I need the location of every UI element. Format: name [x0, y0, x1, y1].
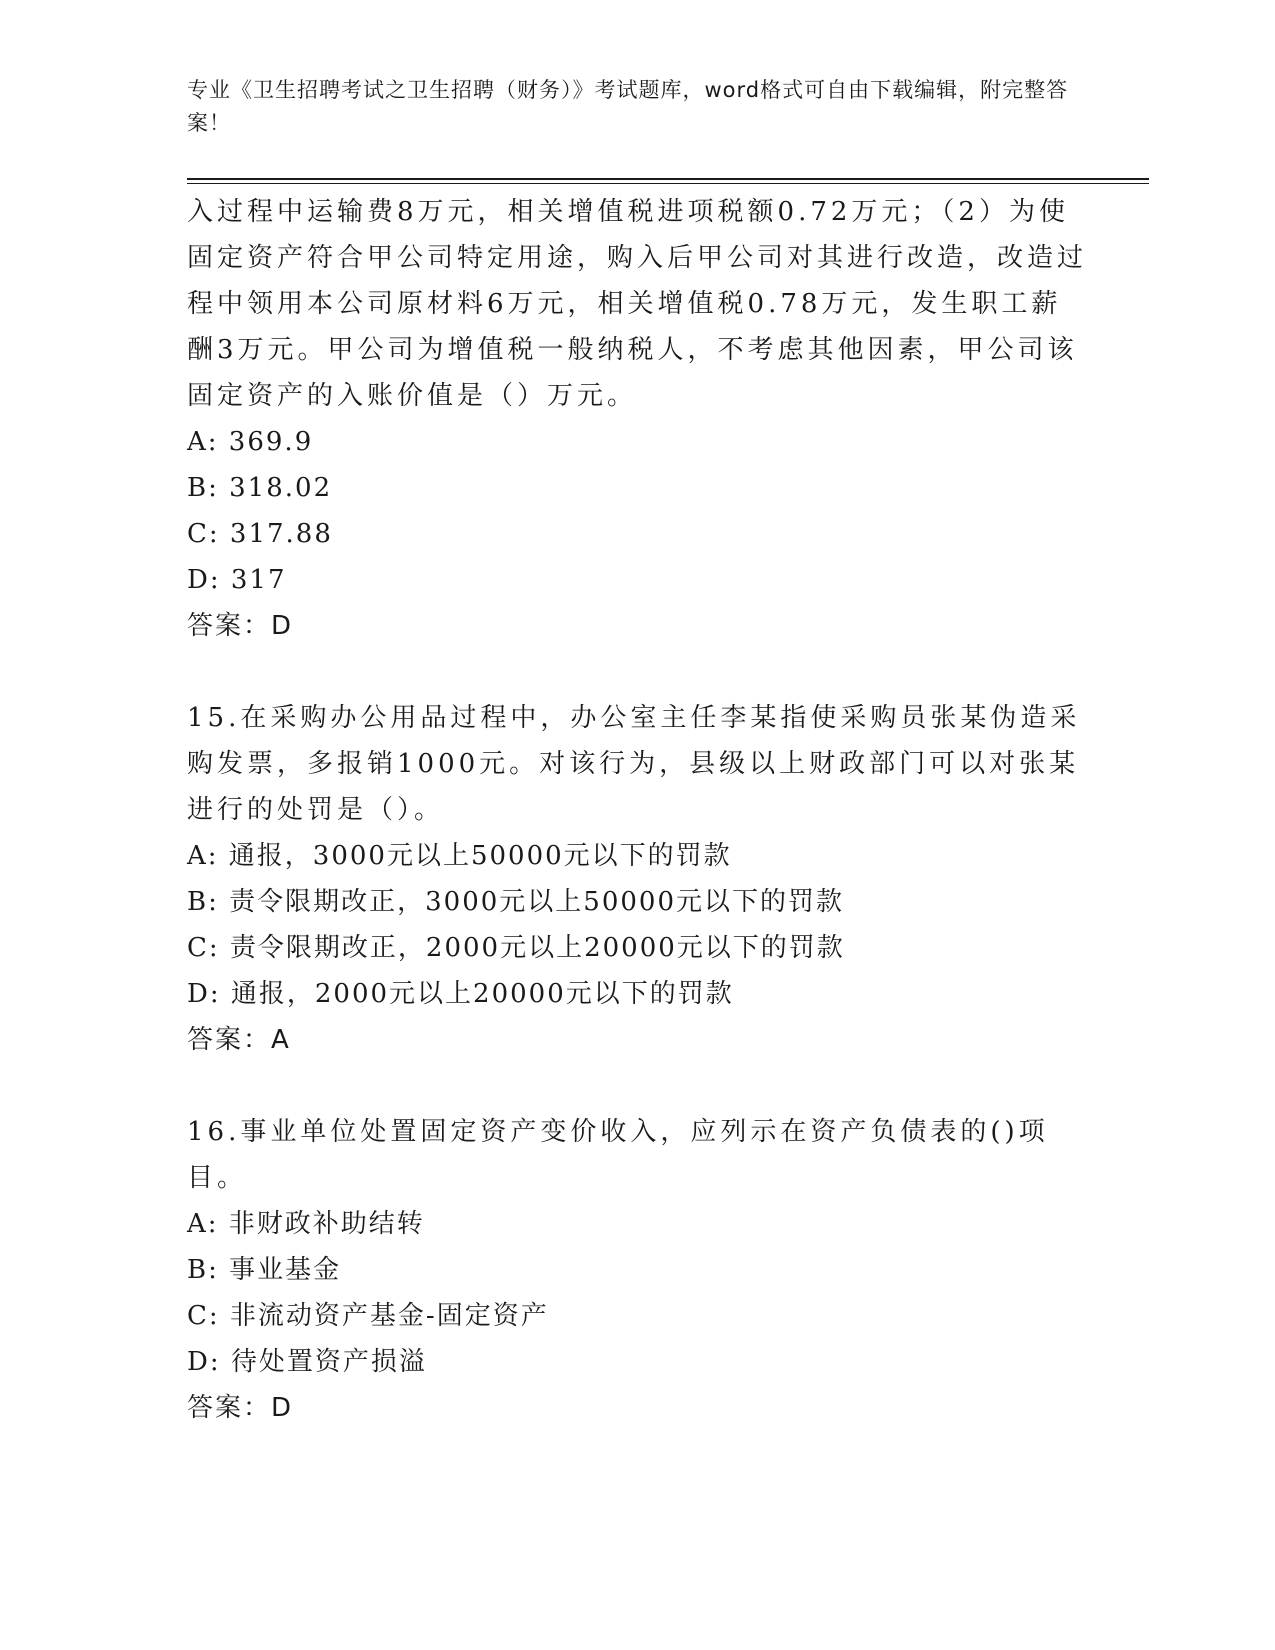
answer: 答案：A: [187, 1025, 291, 1055]
question-14: [187, 189, 1087, 649]
option-a: A: 369.9: [187, 427, 314, 457]
question-text: 16.事业单位处置固定资产变价收入，应列示在资产负债表的()项目。: [187, 1117, 1049, 1193]
question-list: [187, 189, 1087, 1431]
header-divider-thin: [187, 183, 1149, 184]
option-b: B: 责令限期改正，3000元以上50000元以下的罚款: [187, 887, 845, 917]
page-header: 专业《卫生招聘考试之卫生招聘（财务）》考试题库，word格式可自由下载编辑，附完整答案！: [187, 78, 1069, 135]
question-15: [187, 695, 1087, 1063]
option-c: C: 317.88: [187, 519, 333, 549]
option-a: A: 通报，3000元以上50000元以下的罚款: [187, 841, 732, 871]
header-divider-thick: [187, 178, 1149, 180]
answer: 答案：D: [187, 611, 294, 641]
spacer: [187, 649, 1087, 695]
option-c: C: 非流动资产基金-固定资产: [187, 1301, 549, 1331]
option-d: D: 317: [187, 565, 287, 595]
spacer: [187, 1063, 1087, 1109]
option-a: A: 非财政补助结转: [187, 1209, 425, 1239]
question-text: 15.在采购办公用品过程中，办公室主任李某指使采购员张某伪造采购发票，多报销1000元。对该行为，县级以上财政部门可以对张某进行的处罚是（）。: [187, 703, 1081, 825]
question-text: 入过程中运输费8万元，相关增值税进项税额0.72万元；（2）为使固定资产符合甲公司特定用途，购入后甲公司对其进行改造，改造过程中领用本公司原材料6万元，相关增值税0.78万元，发生职工薪酬3万元。甲公司为增值税一般纳税人，不考虑其他因素，甲公司该固定资产的入账价值是（）万元。: [187, 197, 1088, 411]
option-b: B: 318.02: [187, 473, 333, 503]
option-c: C: 责令限期改正，2000元以上20000元以下的罚款: [187, 933, 845, 963]
question-16: [187, 1109, 1087, 1431]
answer: 答案：D: [187, 1393, 294, 1423]
option-d: D: 通报，2000元以上20000元以下的罚款: [187, 979, 734, 1009]
option-d: D: 待处置资产损溢: [187, 1347, 427, 1377]
option-b: B: 事业基金: [187, 1255, 342, 1285]
